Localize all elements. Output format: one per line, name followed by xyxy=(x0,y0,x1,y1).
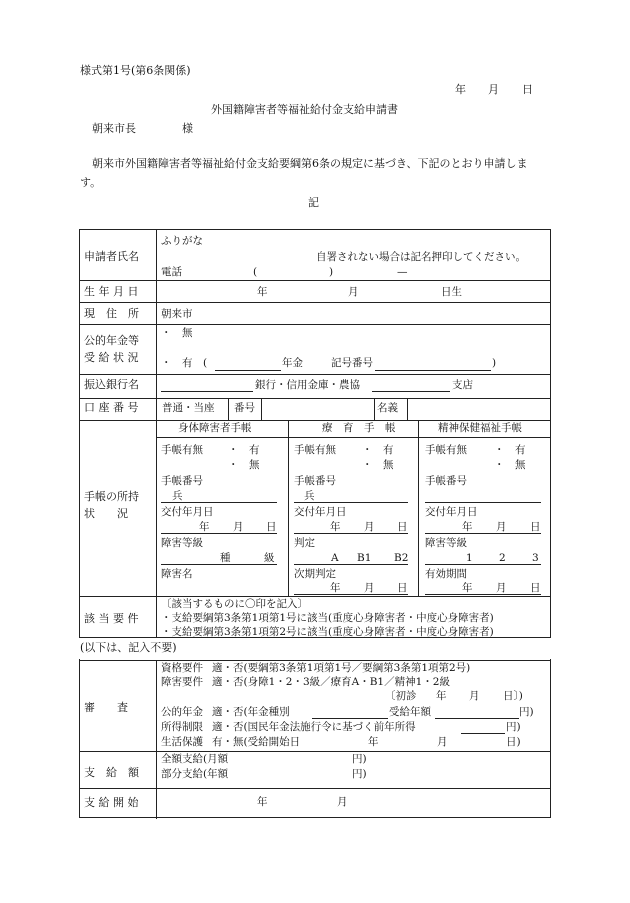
nb2-prefix: 兵 xyxy=(304,490,315,502)
review-first-visit-month: 月 xyxy=(469,690,480,702)
label-address: 現 住 所 xyxy=(84,307,139,320)
review-first-visit: 〔初診 xyxy=(385,690,417,702)
account-number-label: 番号 xyxy=(234,402,255,414)
addressee-honorific: 様 xyxy=(182,122,193,135)
bank-type: 銀行・信用金庫・農協 xyxy=(255,379,360,391)
birth-month: 月 xyxy=(348,286,359,298)
nb2-issue: 交付年月日 xyxy=(294,506,347,518)
amount-partial: 部分支給(年額 xyxy=(161,768,229,780)
nb1-issue: 交付年月日 xyxy=(161,506,214,518)
label-requirement: 該 当 要 件 xyxy=(84,612,139,625)
nb3-no: ・ 無 xyxy=(494,459,526,471)
requirement-instruction: 〔該当するものに〇印を記入〕 xyxy=(161,598,308,610)
requirement-item-2: ・支給要綱第3条第1項第2号に該当(重度心身障害者・中度心身障害者) xyxy=(161,626,494,638)
label-review: 審 査 xyxy=(84,701,128,714)
nb1-no: ・ 無 xyxy=(228,459,260,471)
pension-kigou: 記号番号 xyxy=(331,357,373,369)
nb3-issue: 交付年月日 xyxy=(425,506,478,518)
nb2-no: ・ 無 xyxy=(362,459,394,471)
nb1-grade-level: 級 xyxy=(264,552,275,564)
nb3-day: 日 xyxy=(530,521,541,533)
nb2-judge-b1: B1 xyxy=(357,552,372,564)
phone-label: 電話 xyxy=(161,266,182,278)
form-number: 様式第1号(第6条関係) xyxy=(80,64,191,77)
review-income-text: 適・否(国民年金法施行令に基づく前年所得 xyxy=(212,721,416,733)
nb3-grade-3: 3 xyxy=(532,552,539,564)
nb2-number: 手帳番号 xyxy=(294,475,336,487)
notebook-physical-title: 身体障害者手帳 xyxy=(178,422,252,434)
nb3-valid-month: 月 xyxy=(496,582,507,594)
nb2-next-year: 年 xyxy=(330,582,341,594)
pension-none: ・ 無 xyxy=(161,327,193,339)
addressee: 朝来市長 xyxy=(92,122,136,135)
furigana-label: ふりがな xyxy=(161,235,203,247)
label-applicant-name: 申請者氏名 xyxy=(84,250,139,263)
pension-yes: ・ 有 ( xyxy=(161,357,208,369)
body-text-line-2: す。 xyxy=(80,176,102,189)
label-bank: 振込銀行名 xyxy=(84,378,139,391)
nb3-valid-day: 日 xyxy=(530,582,541,594)
label-notebook-2: 状 況 xyxy=(84,507,128,520)
sign-note: 自署されない場合は記名押印してください。 xyxy=(316,251,526,263)
label-notebook-1: 手帳の所持 xyxy=(84,490,139,503)
nb3-grade: 障害等級 xyxy=(425,537,467,549)
ki-mark: 記 xyxy=(308,196,319,209)
nb1-number: 手帳番号 xyxy=(161,475,203,487)
start-month: 月 xyxy=(337,796,348,808)
review-welfare-year: 年 xyxy=(368,736,379,748)
review-pension-amount-label: 受給年額 xyxy=(389,706,431,718)
phone-paren-close: ) xyxy=(329,266,334,278)
not-required-note: (以下は、記入不要) xyxy=(80,641,177,654)
label-pension-1: 公的年金等 xyxy=(84,334,139,347)
date-year-label: 年 xyxy=(455,83,466,96)
amount-full: 全額支給(月額 xyxy=(161,753,229,765)
nb1-disease: 障害名 xyxy=(161,568,193,580)
nb2-yes: ・ 有 xyxy=(362,444,394,456)
nb2-judge: 判定 xyxy=(294,537,315,549)
review-first-visit-year: 年 xyxy=(436,690,447,702)
label-start: 支 給 開 始 xyxy=(84,796,139,809)
review-disability-text: 適・否(身障1・2・3級／療育A・B1／精神1・2級 xyxy=(212,676,450,688)
requirement-item-1: ・支給要綱第3条第1項第1号に該当(重度心身障害者・中度心身障害者) xyxy=(161,612,494,624)
review-welfare-text: 有・無(受給開始日 xyxy=(212,736,301,748)
review-income-label: 所得制限 xyxy=(161,721,203,733)
nb3-valid-year: 年 xyxy=(462,582,473,594)
notebook-ryoiku-title: 療 育 手 帳 xyxy=(322,422,396,434)
nb3-has: 手帳有無 xyxy=(425,444,467,456)
birth-day: 日生 xyxy=(441,286,462,298)
nb2-day: 日 xyxy=(397,521,408,533)
label-account-number: 口 座 番 号 xyxy=(84,401,139,414)
review-pension-label: 公的年金 xyxy=(161,706,203,718)
review-qualification-label: 資格要件 xyxy=(161,662,203,674)
nb2-next-day: 日 xyxy=(397,582,408,594)
body-text-line-1: 朝来市外国籍障害者等福祉給付金支給要綱第6条の規定に基づき、下記のとおり申請しま xyxy=(92,157,528,170)
address-value: 朝来市 xyxy=(161,308,193,320)
date-day-label: 日 xyxy=(522,83,533,96)
account-type: 普通・当座 xyxy=(162,402,215,414)
nb2-next-month: 月 xyxy=(364,582,375,594)
label-birth-date: 生 年 月 日 xyxy=(84,285,139,298)
review-qualification-text: 適・否(要綱第3条第1項第1号／要綱第3条第1項第2号) xyxy=(212,662,471,674)
nb1-month: 月 xyxy=(233,521,244,533)
review-income-yen: 円) xyxy=(506,721,521,733)
nb1-grade: 障害等級 xyxy=(161,537,203,549)
nb3-grade-1: 1 xyxy=(466,552,473,564)
bank-branch: 支店 xyxy=(452,379,473,391)
nb3-valid: 有効期間 xyxy=(425,568,467,580)
notebook-mental-title: 精神保健福祉手帳 xyxy=(438,422,522,434)
phone-dash: — xyxy=(397,266,408,278)
date-month-label: 月 xyxy=(488,83,499,96)
nb1-day: 日 xyxy=(266,521,277,533)
nb1-prefix: 兵 xyxy=(172,490,183,502)
review-first-visit-day: 日〕) xyxy=(503,690,523,702)
nb3-yes: ・ 有 xyxy=(494,444,526,456)
review-disability-label: 障害要件 xyxy=(161,676,203,688)
nb2-year: 年 xyxy=(330,521,341,533)
phone-paren-open: ( xyxy=(253,266,258,278)
nb2-judge-a: A xyxy=(331,552,339,564)
label-amount: 支 給 額 xyxy=(84,766,139,779)
birth-year: 年 xyxy=(257,286,268,298)
pension-close: ) xyxy=(492,357,497,369)
review-welfare-month: 月 xyxy=(437,736,448,748)
account-name-label: 名義 xyxy=(377,402,398,414)
nb2-has: 手帳有無 xyxy=(294,444,336,456)
nb1-grade-type: 種 xyxy=(220,552,231,564)
nb3-number: 手帳番号 xyxy=(425,475,467,487)
nb2-next: 次期判定 xyxy=(294,568,336,580)
nb3-month: 月 xyxy=(496,521,507,533)
nb3-grade-2: 2 xyxy=(499,552,506,564)
start-year: 年 xyxy=(257,796,268,808)
document-title: 外国籍障害者等福祉給付金支給申請書 xyxy=(211,103,398,116)
nb1-yes: ・ 有 xyxy=(228,444,260,456)
amount-full-yen: 円) xyxy=(352,753,367,765)
pension-nenkin: 年金 xyxy=(282,357,303,369)
amount-partial-yen: 円) xyxy=(352,768,367,780)
nb1-has: 手帳有無 xyxy=(161,444,203,456)
nb3-year: 年 xyxy=(462,521,473,533)
review-pension-text: 適・否(年金種別 xyxy=(212,706,290,718)
nb2-judge-b2: B2 xyxy=(394,552,409,564)
label-pension-2: 受 給 状 況 xyxy=(84,351,139,364)
nb1-year: 年 xyxy=(199,521,210,533)
review-welfare-day: 日) xyxy=(506,736,521,748)
review-pension-yen: 円) xyxy=(519,706,534,718)
nb2-month: 月 xyxy=(364,521,375,533)
review-welfare-label: 生活保護 xyxy=(161,736,203,748)
